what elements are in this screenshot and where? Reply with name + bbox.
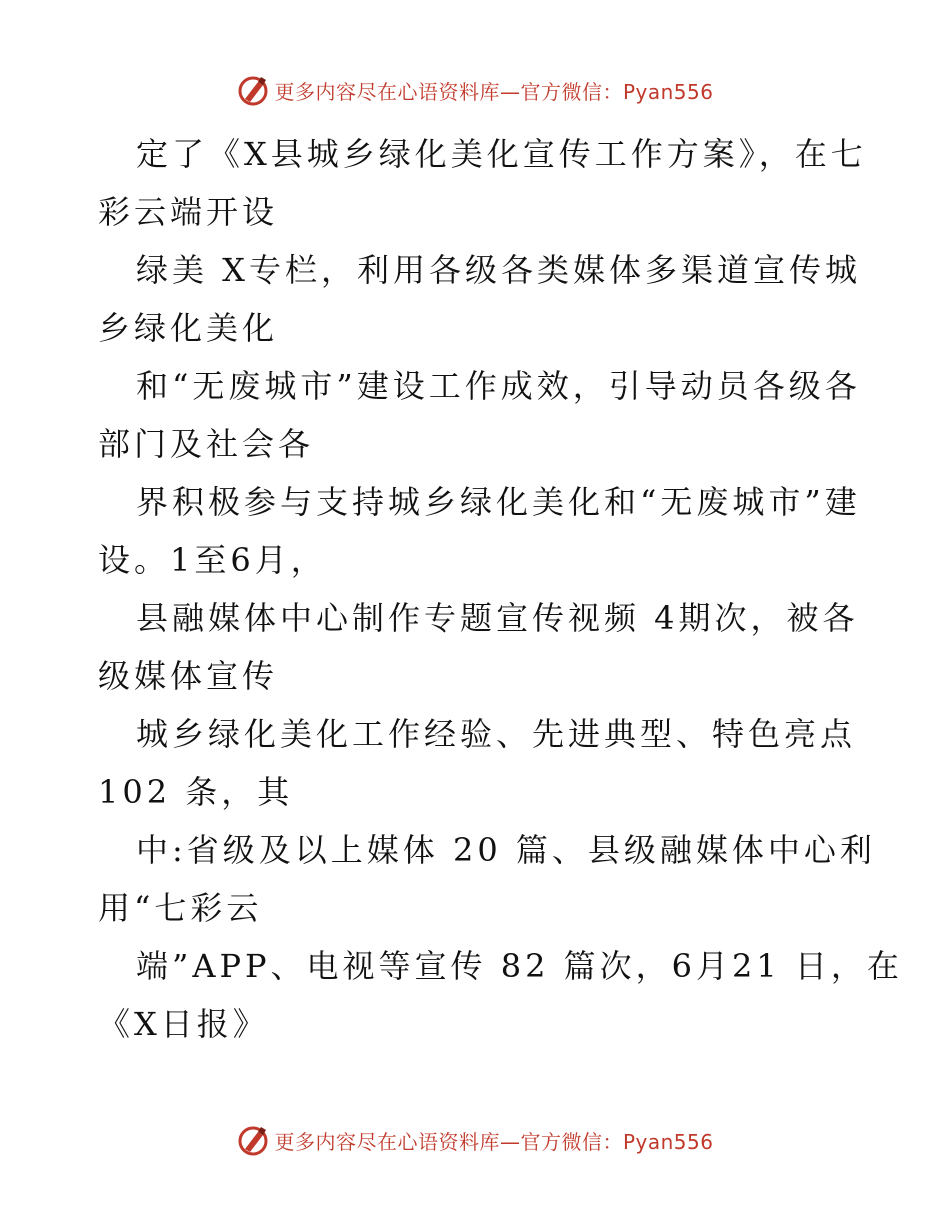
paragraph-line: 彩云端开设 [98,193,279,231]
document-body [98,126,903,1054]
paragraph-line: 《X日报》 [98,1005,269,1043]
header-banner [0,70,950,110]
paragraph-line: 102 条，其 [98,773,294,811]
paragraph-line: 和“无废城市”建设工作成效，引导动员各级各 [136,367,861,405]
paragraph-line: 部门及社会各 [98,425,315,463]
paragraph-line: 端”APP、电视等宣传 82 篇次，6月21 日，在 [136,947,903,985]
footer-banner [0,1120,950,1160]
paragraph-line: 界积极参与支持城乡绿化美化和“无废城市”建 [136,483,861,521]
paragraph-line: 级媒体宣传 [98,657,279,695]
paragraph-line: 设。1至6月， [98,541,327,579]
paragraph-line: 乡绿化美化 [98,309,279,347]
paragraph-line: 定了《X县城乡绿化美化宣传工作方案》，在七 [136,135,867,173]
paragraph-line: 县融媒体中心制作专题宣传视频 4期次，被各 [136,599,859,637]
paragraph-line: 用“七彩云 [98,889,263,927]
header-banner-text: 更多内容尽在心语资料库—官方微信：Pyan556 [274,79,714,104]
footer-banner-text: 更多内容尽在心语资料库—官方微信：Pyan556 [274,1129,714,1154]
pen-logo-icon [236,1123,270,1157]
pen-logo-icon [236,73,270,107]
paragraph-line: 绿美 X专栏，利用各级各类媒体多渠道宣传城 [136,251,861,289]
paragraph-line: 中:省级及以上媒体 20 篇、县级融媒体中心利 [136,831,876,869]
paragraph-line: 城乡绿化美化工作经验、先进典型、特色亮点 [136,715,857,753]
